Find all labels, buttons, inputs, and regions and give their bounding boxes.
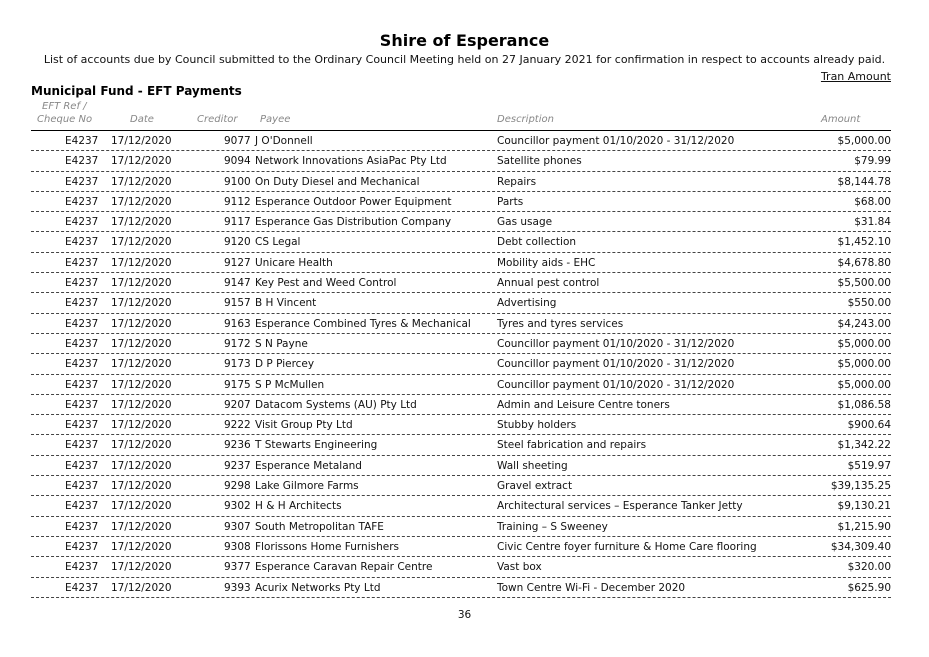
table-row: [31, 375, 891, 395]
payee-name: CS Legal: [255, 236, 301, 249]
payment-date: 17/12/2020: [111, 398, 172, 411]
creditor-number: 9236: [224, 439, 251, 452]
payee-name: Key Pest and Weed Control: [255, 277, 397, 290]
payment-description: Vast box: [497, 561, 542, 574]
payment-date: 17/12/2020: [111, 236, 172, 249]
column-header-ref-line1: EFT Ref /: [42, 101, 87, 112]
creditor-number: 9237: [224, 459, 251, 472]
cheque-number: E4237: [65, 439, 99, 452]
payment-description: Training – S Sweeney: [497, 520, 608, 533]
table-row: [31, 253, 891, 273]
cheque-number: E4237: [65, 500, 99, 513]
creditor-number: 9173: [224, 358, 251, 371]
payment-date: 17/12/2020: [111, 561, 172, 574]
payment-date: 17/12/2020: [111, 216, 172, 229]
payment-description: Satellite phones: [497, 155, 582, 168]
payment-date: 17/12/2020: [111, 277, 172, 290]
payment-description: Mobility aids - EHC: [497, 256, 596, 269]
table-row: [31, 151, 891, 171]
cheque-number: E4237: [65, 540, 99, 553]
payment-date: 17/12/2020: [111, 175, 172, 188]
payment-amount: $1,342.22: [837, 439, 891, 452]
payment-description: Parts: [497, 195, 524, 208]
payment-date: 17/12/2020: [111, 500, 172, 513]
payment-amount: $5,500.00: [837, 277, 891, 290]
creditor-number: 9117: [224, 216, 251, 229]
table-row: [31, 172, 891, 192]
column-header-payee: Payee: [260, 114, 291, 125]
table-row: [31, 314, 891, 334]
payee-name: Acurix Networks Pty Ltd: [255, 581, 381, 594]
creditor-number: 9175: [224, 378, 251, 391]
table-row: [31, 496, 891, 516]
cheque-number: E4237: [65, 520, 99, 533]
payee-name: Esperance Gas Distribution Company: [255, 216, 452, 229]
payment-amount: $5,000.00: [837, 135, 891, 147]
creditor-number: 9377: [224, 561, 251, 574]
column-header-description: Description: [497, 114, 554, 125]
page-number: 36: [457, 609, 472, 621]
payment-date: 17/12/2020: [111, 419, 172, 432]
payment-description: Steel fabrication and repairs: [497, 439, 647, 452]
payee-name: Esperance Combined Tyres & Mechanical: [255, 317, 471, 330]
cheque-number: E4237: [65, 419, 99, 432]
payment-date: 17/12/2020: [111, 480, 172, 493]
table-row: [31, 476, 891, 496]
table-row: [31, 517, 891, 537]
payment-description: Councillor payment 01/10/2020 - 31/12/2020: [497, 337, 735, 350]
payment-description: Councillor payment 01/10/2020 - 31/12/2020: [497, 358, 735, 371]
payee-name: T Stewarts Engineering: [255, 439, 378, 452]
payment-date: 17/12/2020: [111, 135, 172, 147]
cheque-number: E4237: [65, 378, 99, 391]
payment-amount: $4,678.80: [837, 256, 891, 269]
payment-amount: $320.00: [847, 561, 891, 574]
payment-amount: $68.00: [854, 195, 891, 208]
payment-description: Architectural services – Esperance Tanker Jetty: [497, 500, 743, 513]
table-row: [31, 557, 891, 577]
table-row: [31, 456, 891, 476]
table-row: [31, 415, 891, 435]
column-header-amount: Amount: [821, 114, 861, 125]
payee-name: H & H Architects: [255, 500, 342, 513]
payment-date: 17/12/2020: [111, 155, 172, 168]
column-header-date: Date: [130, 114, 154, 125]
cheque-number: E4237: [65, 398, 99, 411]
cheque-number: E4237: [65, 256, 99, 269]
payee-name: Florissons Home Furnishers: [255, 540, 399, 553]
payment-date: 17/12/2020: [111, 378, 172, 391]
payment-date: 17/12/2020: [111, 297, 172, 310]
payment-description: Councillor payment 01/10/2020 - 31/12/2020: [497, 135, 735, 147]
payment-amount: $5,000.00: [837, 337, 891, 350]
payment-amount: $8,144.78: [837, 175, 891, 188]
payee-name: Esperance Caravan Repair Centre: [255, 561, 433, 574]
payment-date: 17/12/2020: [111, 195, 172, 208]
table-row: [31, 395, 891, 415]
payment-amount: $625.90: [847, 581, 891, 594]
table-row: [31, 232, 891, 252]
payment-description: Advertising: [497, 297, 557, 310]
creditor-number: 9100: [224, 175, 251, 188]
tran-amount-label: Tran Amount: [820, 70, 891, 83]
payee-name: Visit Group Pty Ltd: [255, 419, 353, 432]
payment-description: Admin and Leisure Centre toners: [497, 398, 670, 411]
table-row: [31, 435, 891, 455]
creditor-number: 9222: [224, 419, 251, 432]
creditor-number: 9112: [224, 195, 251, 208]
payment-description: Councillor payment 01/10/2020 - 31/12/2020: [497, 378, 735, 391]
cheque-number: E4237: [65, 581, 99, 594]
payment-amount: $5,000.00: [837, 378, 891, 391]
creditor-number: 9147: [224, 277, 251, 290]
payment-amount: $1,086.58: [837, 398, 891, 411]
creditor-number: 9157: [224, 297, 251, 310]
payment-date: 17/12/2020: [111, 337, 172, 350]
cheque-number: E4237: [65, 337, 99, 350]
payment-date: 17/12/2020: [111, 439, 172, 452]
payments-table: [31, 131, 891, 598]
cheque-number: E4237: [65, 459, 99, 472]
table-row: [31, 578, 891, 598]
payment-date: 17/12/2020: [111, 459, 172, 472]
payment-description: Gas usage: [497, 216, 553, 229]
payee-name: Esperance Metaland: [255, 459, 362, 472]
table-row: [31, 354, 891, 374]
creditor-number: 9393: [224, 581, 251, 594]
table-row: [31, 192, 891, 212]
payment-amount: $9,130.21: [837, 500, 891, 513]
payment-date: 17/12/2020: [111, 317, 172, 330]
payment-amount: $1,215.90: [837, 520, 891, 533]
creditor-number: 9308: [224, 540, 251, 553]
creditor-number: 9307: [224, 520, 251, 533]
payee-name: On Duty Diesel and Mechanical: [255, 175, 420, 188]
payment-date: 17/12/2020: [111, 540, 172, 553]
payee-name: Lake Gilmore Farms: [255, 480, 359, 493]
payment-amount: $31.84: [854, 216, 891, 229]
payee-name: Esperance Outdoor Power Equipment: [255, 195, 452, 208]
cheque-number: E4237: [65, 216, 99, 229]
payment-date: 17/12/2020: [111, 520, 172, 533]
creditor-number: 9127: [224, 256, 251, 269]
cheque-number: E4237: [65, 317, 99, 330]
payment-description: Gravel extract: [497, 480, 573, 493]
payment-description: Town Centre Wi-Fi - December 2020: [497, 581, 686, 594]
column-header-creditor: Creditor: [197, 114, 238, 125]
table-row: [31, 293, 891, 313]
creditor-number: 9077: [224, 135, 251, 147]
column-header-ref-line2: Cheque No: [37, 114, 93, 125]
payment-description: Civic Centre foyer furniture & Home Care flooring: [497, 540, 757, 553]
cheque-number: E4237: [65, 297, 99, 310]
payee-name: J O'Donnell: [255, 135, 313, 147]
payee-name: S P McMullen: [255, 378, 325, 391]
payment-amount: $900.64: [847, 419, 891, 432]
payment-amount: $34,309.40: [830, 540, 891, 553]
payment-date: 17/12/2020: [111, 256, 172, 269]
cheque-number: E4237: [65, 561, 99, 574]
payee-name: D P Piercey: [255, 358, 315, 371]
payment-date: 17/12/2020: [111, 581, 172, 594]
payment-amount: $1,452.10: [837, 236, 891, 249]
table-row: [31, 273, 891, 293]
payment-description: Annual pest control: [497, 277, 600, 290]
payment-description: Wall sheeting: [497, 459, 568, 472]
cheque-number: E4237: [65, 277, 99, 290]
document-title: Shire of Esperance: [379, 31, 550, 50]
creditor-number: 9094: [224, 155, 251, 168]
section-heading: Municipal Fund - EFT Payments: [31, 84, 242, 98]
table-row: [31, 131, 891, 151]
creditor-number: 9172: [224, 337, 251, 350]
cheque-number: E4237: [65, 236, 99, 249]
cheque-number: E4237: [65, 155, 99, 168]
cheque-number: E4237: [65, 175, 99, 188]
table-row: [31, 212, 891, 232]
creditor-number: 9298: [224, 480, 251, 493]
payment-description: Repairs: [497, 175, 537, 188]
payment-description: Tyres and tyres services: [497, 317, 624, 330]
table-row: [31, 537, 891, 557]
cheque-number: E4237: [65, 358, 99, 371]
payment-amount: $519.97: [847, 459, 891, 472]
payment-amount: $550.00: [847, 297, 891, 310]
payment-amount: $4,243.00: [837, 317, 891, 330]
document-subtitle: List of accounts due by Council submitted to the Ordinary Council Meeting held on 27 January 2021 for confirmation in respect to accounts already paid.: [43, 53, 886, 66]
cheque-number: E4237: [65, 195, 99, 208]
payment-description: Stubby holders: [497, 419, 577, 432]
payee-name: Unicare Health: [255, 256, 333, 269]
payee-name: South Metropolitan TAFE: [255, 520, 384, 533]
cheque-number: E4237: [65, 480, 99, 493]
payee-name: Network Innovations AsiaPac Pty Ltd: [255, 155, 447, 168]
payee-name: B H Vincent: [255, 297, 317, 310]
payment-description: Debt collection: [497, 236, 577, 249]
payment-date: 17/12/2020: [111, 358, 172, 371]
payment-amount: $39,135.25: [830, 480, 891, 493]
creditor-number: 9302: [224, 500, 251, 513]
creditor-number: 9163: [224, 317, 251, 330]
payee-name: S N Payne: [255, 337, 308, 350]
cheque-number: E4237: [65, 135, 99, 147]
payment-amount: $5,000.00: [837, 358, 891, 371]
payment-amount: $79.99: [854, 155, 891, 168]
creditor-number: 9207: [224, 398, 251, 411]
creditor-number: 9120: [224, 236, 251, 249]
payee-name: Datacom Systems (AU) Pty Ltd: [255, 398, 417, 411]
table-row: [31, 334, 891, 354]
